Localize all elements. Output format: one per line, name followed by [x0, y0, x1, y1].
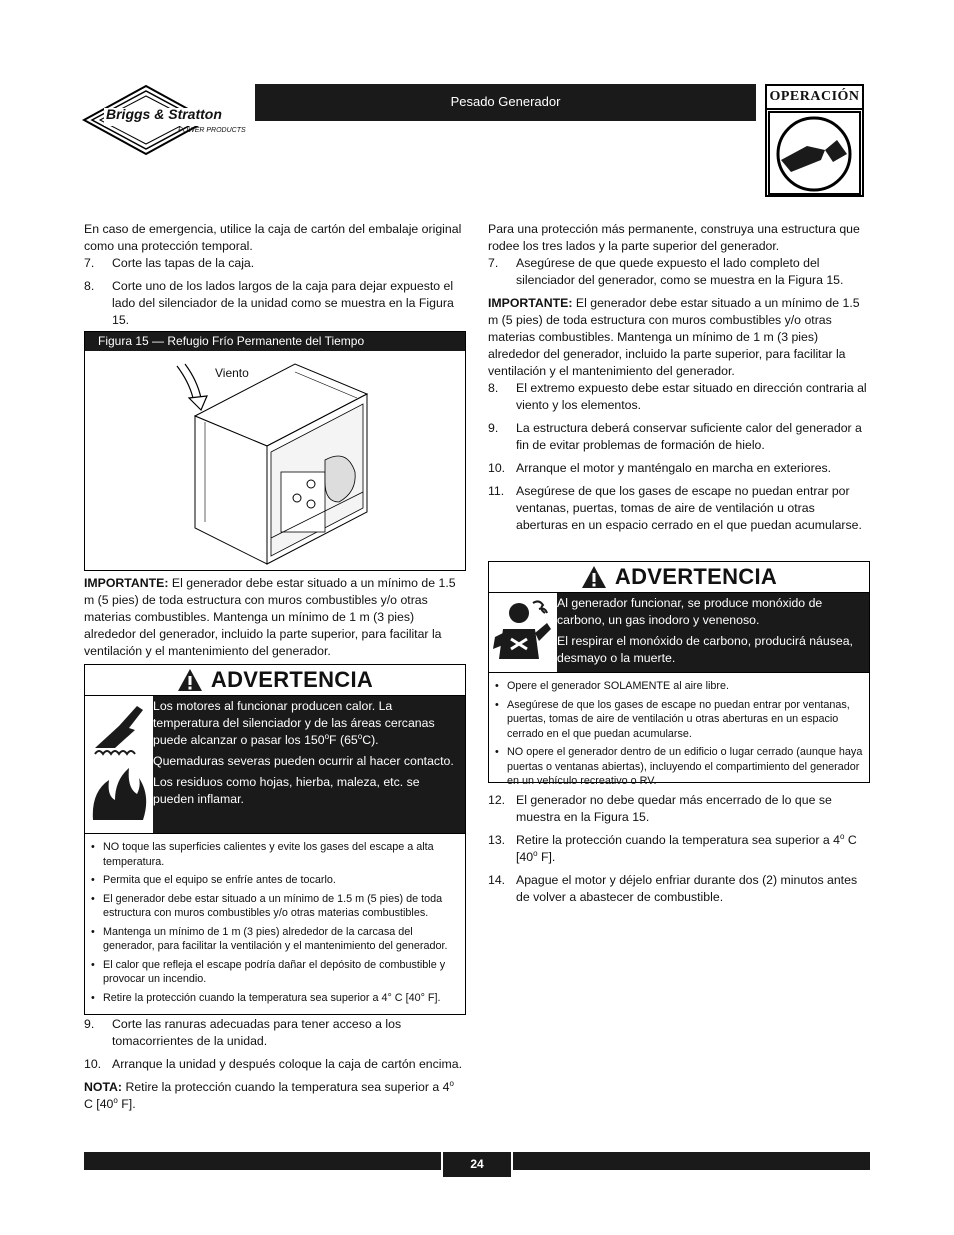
warning-triangle-icon [581, 565, 607, 589]
left-column [84, 221, 466, 329]
right-column-bottom [488, 792, 868, 906]
right-column [488, 221, 868, 534]
warning-text-3: Los residuos como hojas, hierba, maleza, etc. se pueden inflamar. [153, 775, 420, 806]
warning-box-heat [84, 664, 466, 1015]
figure-15 [84, 331, 466, 571]
list-item: 14. Apague el motor y déjelo enfriar durante dos (2) minutos antes de volver a abastecer de combustible. [488, 873, 858, 904]
list-item: 7. Corte las tapas de la caja. [84, 256, 255, 270]
brand-name: Briggs & Stratton [106, 106, 222, 122]
section-badge [765, 84, 864, 197]
list-item: 8. El extremo expuesto debe estar situado en dirección contraria al viento y los elementos. [488, 381, 867, 412]
left-intro: En caso de emergencia, utilice la caja de cartón del embalaje original como una protección temporal. [84, 222, 462, 253]
list-item: • NO opere el generador dentro de un edificio o lugar cerrado (aunque haya puertas o ventanas abiertas), incluyendo el compartimiento del generador en un vehículo recreativo o RV. [495, 746, 863, 787]
list-item: 13. Retire la protección cuando la temperatura sea superior a 4$^o$ C [40$^o$ F]. [488, 831, 857, 864]
right-intro: Para una protección más permanente, construya una estructura que rodee los tres lados y la parte superior del generador. [488, 222, 860, 253]
list-item: • Opere el generador SOLAMENTE al aire libre. [495, 680, 730, 692]
warning-header [489, 562, 869, 593]
hot-surface-icon [85, 696, 153, 828]
warning-text-2: El respirar el monóxido de carbono, producirá náusea, desmayo o la muerte. [557, 634, 853, 665]
page-number: 24 [441, 1152, 513, 1177]
left-column-bottom [84, 1016, 466, 1113]
warning-box-co [488, 561, 870, 787]
header-bar [255, 84, 756, 121]
list-item: • Mantenga un mínimo de 1 m (3 pies) alrededor de la carcasa del generador, para facilitar la ventilación y el mantenimiento del generador. [91, 925, 448, 952]
toxic-fumes-icon [489, 593, 557, 667]
list-item: 9. Corte las ranuras adecuadas para tener acceso a los tomacorrientes de la unidad. [84, 1017, 402, 1048]
left-note: NOTA: Retire la protección cuando la temperatura sea superior a 4$^o$ C [40$^o$ F]. [84, 1078, 454, 1111]
list-item: 9. La estructura deberá conservar suficiente calor del generador a fin de evitar problemas de formación de hielo. [488, 421, 862, 452]
list-item: • Permita que el equipo se enfríe antes de tocarlo. [91, 874, 336, 886]
page-title: Pesado Generador [450, 94, 561, 109]
list-item: 11. Asegúrese de que los gases de escape no puedan entrar por ventanas, puertas, tomas de aire de ventilación u otras aberturas en un espacio cerrado en el que puedan acumularse. [488, 484, 862, 532]
brand-logo [82, 84, 254, 156]
warning-text-1: Al generador funcionar, se produce monóxido de carbono, un gas inodoro y venenoso. [557, 596, 823, 627]
warning-text-1: Los motores al funcionar producen calor. La temperatura del silenciador y de las áreas cercanas puede alcanzar o pasar los 150$^o$F (65$^o$C). [153, 699, 435, 747]
list-item: 7. Asegúrese de que quede expuesto el lado completo del silenciador del generador, como se muestra en la Figura 15. [488, 256, 844, 287]
figure-label-wind: Viento [215, 366, 249, 380]
list-item: 12. El generador no debe quedar más encerrado de lo que se muestra en la Figura 15. [488, 793, 832, 824]
warning-bullets [489, 672, 869, 795]
warning-header [85, 665, 465, 696]
list-item: 10. Arranque la unidad y después coloque la caja de cartón encima. [84, 1057, 463, 1071]
list-item: • NO toque las superficies calientes y evite los gases del escape a alta temperatura. [91, 841, 434, 868]
warning-triangle-icon [177, 668, 203, 692]
warning-text-2: Quemaduras severas pueden ocurrir al hacer contacto. [153, 754, 454, 768]
warning-bullets [85, 833, 465, 1011]
list-item: 10. Arranque el motor y manténgalo en marcha en exteriores. [488, 461, 832, 475]
list-item: • El generador debe estar situado a un mínimo de 1.5 m (5 pies) de toda estructura con muros combustibles y/o otras materias combustibles. [91, 892, 443, 919]
brand-subtitle: POWER PRODUCTS [178, 127, 246, 134]
warning-icons [489, 593, 557, 672]
list-item: • El calor que refleja el escape podría dañar el depósito de combustible y provocar un incendio. [91, 958, 446, 985]
warning-title: ADVERTENCIA [210, 667, 374, 692]
right-important: IMPORTANTE: El generador debe estar situado a un mínimo de 1.5 m (5 pies) de toda estructura con muros combustibles y/o otras materias combustibles. Mantenga un mínimo de 1 m (3 pies) alrededor del generador, incluido la parte superior, para facilitar la ventilación y el mantenimiento del generador. [488, 296, 860, 378]
left-important: IMPORTANTE: El generador debe estar situado a un mínimo de 1.5 m (5 pies) de toda estructura con muros combustibles y/o otras materias combustibles. Mantenga un mínimo de 1 m (3 pies) alrededor del generador, incluido la parte superior, para facilitar la ventilación y el mantenimiento del generador. [84, 576, 456, 658]
generator-shelter-illustration [85, 352, 465, 570]
section-badge-label: OPERACIÓN [767, 86, 862, 110]
operation-hand-icon [767, 110, 862, 196]
list-item: 8. Corte uno de los lados largos de la caja para dejar expuesto el lado del silenciador de la unidad como se muestra en la Figura 15. [84, 279, 454, 327]
list-item: • Retire la protección cuando la temperatura sea superior a 4° C [40° F]. [91, 991, 441, 1004]
list-item: • Asegúrese de que los gases de escape no puedan entrar por ventanas, puertas, tomas de aire de ventilación u otras aberturas en un espacio cerrado en el que puedan acumularse. [495, 698, 850, 740]
warning-icons [85, 696, 153, 833]
warning-title: ADVERTENCIA [614, 564, 778, 589]
figure-title: Figura 15 — Refugio Frío Permanente del Tiempo [84, 331, 466, 351]
